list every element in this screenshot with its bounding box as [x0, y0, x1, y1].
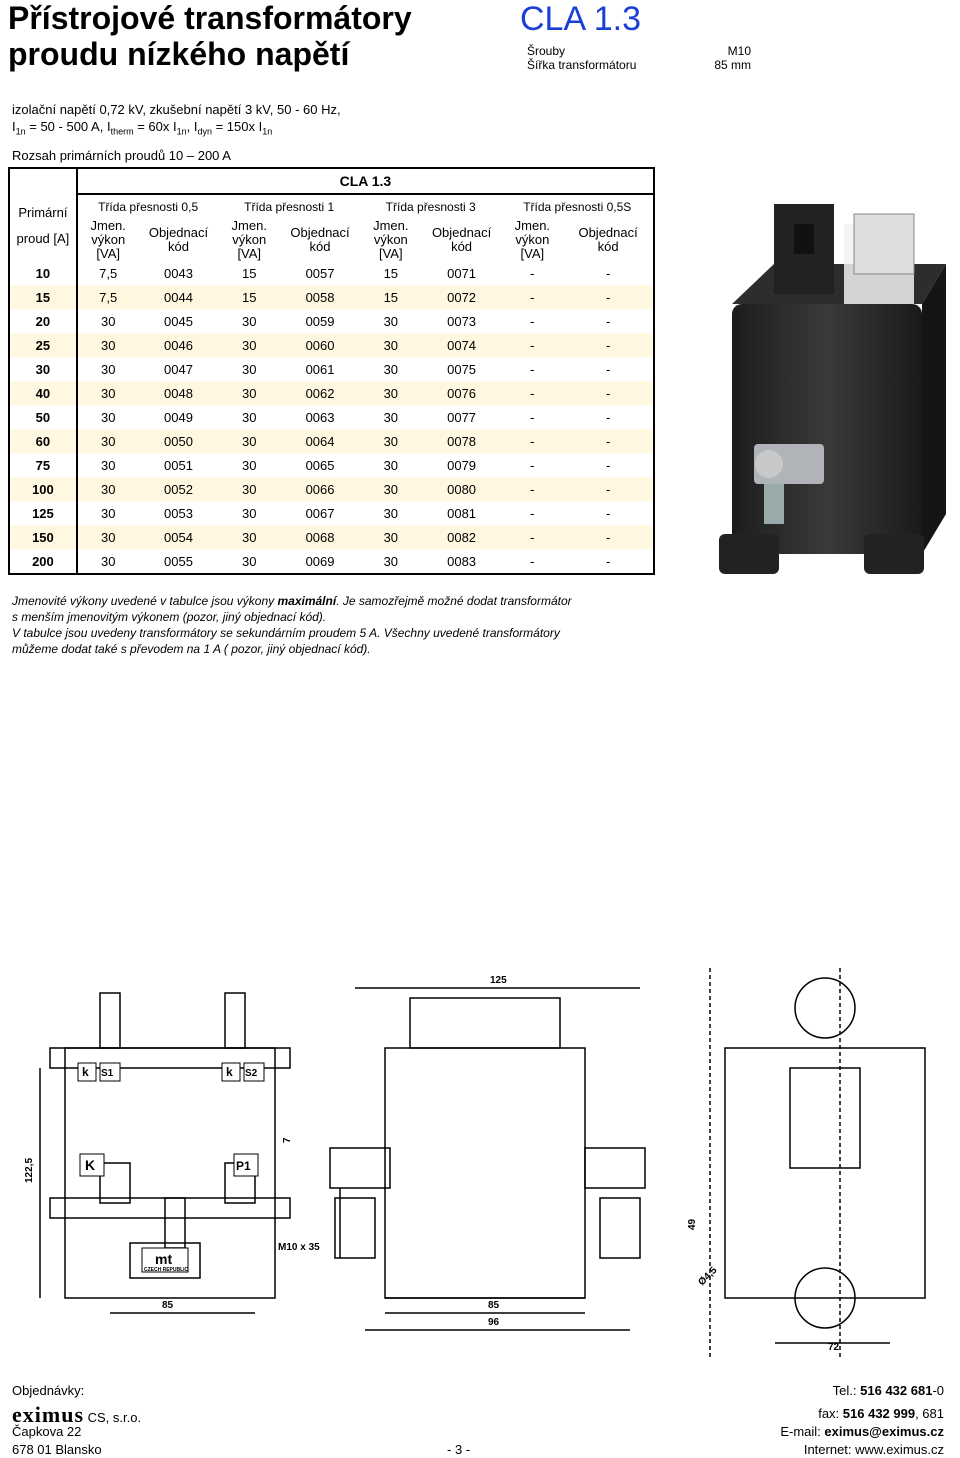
note-line-3: V tabulce jsou uvedeny transformátory se sekundárním proudem 5 A. Všechny uvedené transformátory	[12, 626, 560, 640]
table-cell: 30	[383, 409, 399, 425]
table-cell: -	[605, 265, 611, 281]
spec-label-screws: Šrouby	[527, 44, 566, 58]
dim-45: Ø4,5	[696, 1265, 720, 1289]
table-cell: 30	[360, 381, 422, 405]
table-cell: 30	[77, 477, 139, 501]
technical-drawing	[10, 968, 950, 1358]
intro-sub: therm	[110, 126, 134, 137]
class-header-05s: Třída přesnosti 0,5S	[501, 194, 654, 219]
table-cell: 30	[100, 553, 116, 569]
footer-city: 678 01 Blansko	[12, 1442, 102, 1457]
web-label: Internet:	[803, 1442, 856, 1457]
intro-sub: 1n	[262, 126, 273, 137]
table-cell: 0046	[139, 333, 219, 357]
table-cell: -	[501, 429, 563, 453]
table-cell: 0065	[305, 457, 335, 473]
order-code-label: Objednací	[578, 225, 638, 240]
intro-sub: 1n	[176, 126, 187, 137]
table-cell: 15	[360, 285, 422, 309]
rated-power-label: výkon	[232, 232, 267, 247]
table-cell: -	[605, 553, 611, 569]
order-code-header	[422, 219, 502, 261]
table-cell: 0054	[139, 525, 219, 549]
fax-number: 516 432 999	[842, 1406, 916, 1421]
table-cell: 0072	[422, 285, 502, 309]
rated-power-label: [VA]	[520, 246, 545, 261]
table-cell: 30	[218, 333, 280, 357]
table-cell: 30	[218, 381, 280, 405]
note-line-1	[12, 593, 652, 609]
table-row	[9, 429, 654, 453]
primary-current-cell: 125	[9, 501, 77, 525]
table-cell: 30	[100, 505, 116, 521]
table-cell: 0063	[305, 409, 335, 425]
order-code-label: Objednací	[290, 225, 350, 240]
table-cell: 0069	[305, 553, 335, 569]
terminal-s1: S1	[101, 1068, 114, 1079]
table-cell: 0068	[280, 525, 360, 549]
table-cell: -	[501, 381, 563, 405]
intro-line-1: izolační napětí 0,72 kV, zkušební napětí 3 kV, 50 - 60 Hz,	[12, 102, 341, 117]
rated-power-header	[360, 219, 422, 261]
table-cell: 30	[360, 333, 422, 357]
footer-email	[780, 1424, 944, 1439]
email-link[interactable]: eximus@eximus.cz	[824, 1424, 944, 1439]
table-cell: -	[501, 477, 563, 501]
primary-current-cell: 60	[9, 429, 77, 453]
table-cell: 0074	[422, 333, 502, 357]
table-cell: 30	[360, 429, 422, 453]
table-cell: 30	[242, 361, 257, 377]
table-cell: 30	[218, 525, 280, 549]
rated-power-label: Jmen.	[231, 218, 267, 233]
order-code-label: kód	[451, 239, 473, 254]
rated-power-header	[77, 219, 139, 261]
table-cell: 0055	[164, 553, 193, 569]
fax-label: fax:	[818, 1406, 843, 1421]
dim-49: 49	[687, 1218, 698, 1230]
dim-96: 96	[488, 1317, 500, 1328]
order-code-label: kód	[309, 239, 331, 254]
table-body	[9, 261, 654, 574]
primary-current-cell: 20	[9, 309, 77, 333]
table-row	[9, 477, 654, 501]
table-cell: 7,5	[77, 285, 139, 309]
table-cell: 0079	[447, 457, 477, 473]
rated-power-label: [VA]	[96, 246, 120, 261]
fax-ext: , 681	[915, 1406, 944, 1421]
order-code-header	[280, 219, 360, 261]
table-cell: 0051	[164, 457, 193, 473]
intro-text	[12, 101, 341, 141]
table-cell: 30	[77, 381, 139, 405]
table-cell: 7,5	[99, 265, 118, 281]
footer-orders: Objednávky:	[12, 1383, 85, 1398]
table-cell: -	[530, 361, 535, 377]
terminal-k1: k	[82, 1065, 89, 1079]
table-cell: 30	[77, 429, 139, 453]
table-cell: -	[605, 409, 611, 425]
table-cell: 30	[383, 361, 399, 377]
email-label: E-mail:	[780, 1424, 825, 1439]
order-code-label: Objednací	[148, 225, 209, 240]
table-cell: -	[530, 505, 535, 521]
footer-tel	[833, 1383, 944, 1398]
table-row	[9, 501, 654, 525]
note-line-2: s menším jmenovitým výkonem (pozor, jiný objednací kód).	[12, 610, 327, 624]
top-view-body	[725, 1048, 925, 1298]
primary-current-cell: 50	[9, 405, 77, 429]
rated-power-label: [VA]	[378, 246, 403, 261]
table-title: CLA 1.3	[339, 173, 392, 189]
notes	[12, 593, 652, 657]
table-cell: 30	[242, 409, 257, 425]
table-cell: 0058	[280, 285, 360, 309]
table-cell: 0064	[280, 429, 360, 453]
note-text: Jmenovité výkony uvedené v tabulce jsou výkony	[12, 594, 278, 608]
terminal-s2: S2	[245, 1068, 258, 1079]
table-row	[9, 405, 654, 429]
spec-values	[711, 44, 751, 72]
dim-72: 72	[828, 1342, 840, 1353]
table-cell: 30	[242, 313, 257, 329]
primary-current-cell: 15	[9, 285, 77, 309]
table-cell: -	[605, 505, 611, 521]
eximus-logo: eximus	[12, 1402, 84, 1427]
table-cell: 30	[77, 525, 139, 549]
intro-sub: dyn	[197, 126, 212, 137]
table-cell: 30	[383, 505, 399, 521]
table-cell: 30	[383, 553, 399, 569]
side-view-body	[385, 1048, 585, 1298]
table-cell: 0044	[139, 285, 219, 309]
tel-ext: -0	[932, 1383, 944, 1398]
terminal-k2: k	[226, 1065, 233, 1079]
table-cell: -	[530, 553, 535, 569]
order-code-label: kód	[597, 239, 619, 254]
intro-eq: = 60x I	[133, 119, 177, 134]
table-cell: 0047	[164, 361, 193, 377]
table-row	[9, 285, 654, 309]
table-cell: -	[605, 457, 611, 473]
terminal-P1: P1	[236, 1159, 251, 1173]
primary-label-1: Primární	[18, 205, 68, 220]
rated-power-label: výkon	[373, 232, 408, 247]
table-cell: 0059	[305, 313, 335, 329]
table-cell: -	[563, 333, 654, 357]
primary-current-cell: 40	[9, 381, 77, 405]
class-header-1: Třída přesnosti 1	[218, 194, 360, 219]
dim-125: 125	[490, 975, 507, 986]
order-code-label: kód	[167, 239, 189, 254]
primary-current-cell: 25	[9, 333, 77, 357]
table-row	[9, 357, 654, 381]
note-line-4: můžeme dodat také s převodem na 1 A ( pozor, jiný objednací kód).	[12, 642, 371, 656]
table-cell: 0057	[305, 265, 335, 281]
table-cell: 15	[242, 265, 257, 281]
table-cell: 0067	[305, 505, 335, 521]
table-cell: 0066	[280, 477, 360, 501]
primary-current-cell: 10	[9, 261, 77, 285]
table-cell: 0078	[422, 429, 502, 453]
intro-eq: = 50 - 500 A, I	[25, 119, 111, 134]
table-cell: -	[530, 313, 535, 329]
primary-label-2: proud [A]	[16, 231, 70, 246]
intro-eq: = 150x I	[211, 119, 263, 134]
table-cell: -	[530, 265, 535, 281]
rated-power-label: Jmen.	[373, 218, 409, 233]
product-table	[8, 167, 655, 575]
drawing-logo-sub: CZECH REPUBLIC	[144, 1267, 189, 1273]
table-cell: 0061	[305, 361, 335, 377]
primary-current-cell: 75	[9, 453, 77, 477]
footer-web	[804, 1442, 944, 1457]
intro-sub: 1n	[15, 126, 26, 137]
table-row	[9, 453, 654, 477]
dim-85-mid: 85	[488, 1300, 500, 1311]
table-cell: 0071	[447, 265, 477, 281]
table-row	[9, 549, 654, 574]
current-range: Rozsah primárních proudů 10 – 200 A	[12, 148, 231, 163]
table-cell: 0048	[139, 381, 219, 405]
table-row	[9, 309, 654, 333]
table-cell: 0060	[280, 333, 360, 357]
table-cell: 0077	[447, 409, 477, 425]
table-cell: 30	[360, 477, 422, 501]
table-cell: 0081	[447, 505, 477, 521]
rated-power-label: [VA]	[237, 246, 262, 261]
table-cell: 30	[77, 333, 139, 357]
table-cell: 30	[360, 525, 422, 549]
table-cell: 0083	[447, 553, 477, 569]
intro-line-2	[12, 118, 341, 141]
table-cell: 30	[383, 313, 399, 329]
dim-7: 7	[282, 1137, 293, 1143]
table-cell: 0076	[422, 381, 502, 405]
table-cell: 30	[218, 429, 280, 453]
title-line-1: Přístrojové transformátory	[8, 0, 412, 36]
table-cell: -	[563, 477, 654, 501]
order-code-header	[563, 219, 654, 261]
order-code-header	[139, 219, 219, 261]
table-cell: -	[530, 457, 535, 473]
table-row	[9, 381, 654, 405]
table-cell: 0043	[164, 265, 193, 281]
table-cell: 15	[218, 285, 280, 309]
footer-fax	[818, 1406, 944, 1421]
table-cell: -	[563, 381, 654, 405]
title-line-2: proudu nízkého napětí	[8, 36, 350, 72]
dim-1225: 122,5	[24, 1157, 35, 1183]
class-header-3: Třída přesnosti 3	[360, 194, 502, 219]
note-bold: maximální	[277, 594, 337, 608]
primary-current-cell: 150	[9, 525, 77, 549]
rated-power-label: Jmen.	[514, 218, 551, 233]
rated-power-label: Jmen.	[90, 218, 126, 233]
primary-current-cell: 30	[9, 357, 77, 381]
table-cell: 0082	[422, 525, 502, 549]
rated-power-header	[501, 219, 563, 261]
table-cell: -	[605, 313, 611, 329]
primary-current-cell: 200	[9, 549, 77, 574]
class-header-05: Třída přesnosti 0,5	[77, 194, 219, 219]
table-cell: -	[563, 429, 654, 453]
rated-power-label: výkon	[91, 232, 126, 247]
rated-power-label: výkon	[515, 232, 550, 247]
table-cell: -	[605, 361, 611, 377]
table-cell: 30	[242, 553, 257, 569]
footer-street: Čapkova 22	[12, 1424, 82, 1439]
table-cell: 30	[242, 505, 257, 521]
spec-labels	[527, 44, 636, 72]
intro-i-symbol: I	[12, 119, 16, 134]
table-cell: 30	[383, 457, 399, 473]
tel-number: 516 432 681	[860, 1383, 933, 1398]
dim-m10: M10 x 35	[278, 1242, 320, 1253]
table-cell: -	[563, 285, 654, 309]
table-row	[9, 261, 654, 285]
transformer-photo	[714, 184, 946, 610]
table-cell: 30	[218, 477, 280, 501]
table-row	[9, 333, 654, 357]
table-cell: 0052	[139, 477, 219, 501]
table-cell: 0050	[139, 429, 219, 453]
table-cell: 0073	[447, 313, 477, 329]
spec-value-screws: M10	[727, 44, 751, 58]
table-cell: 30	[100, 457, 116, 473]
table-cell: 30	[100, 361, 116, 377]
drawing-logo: mt	[155, 1251, 173, 1267]
page-title	[8, 0, 412, 72]
primary-current-header	[9, 168, 77, 261]
table-cell: -	[501, 525, 563, 549]
sub-header-row	[9, 219, 654, 261]
table-cell: 15	[383, 265, 399, 281]
order-code-label: Objednací	[431, 225, 492, 240]
intro-eq: , I	[186, 119, 198, 134]
table-cell: 30	[242, 457, 257, 473]
note-text: . Je samozřejmě možné dodat transformátor	[336, 594, 572, 608]
table-cell: -	[530, 409, 535, 425]
table-row	[9, 525, 654, 549]
table-cell: 0053	[164, 505, 193, 521]
rated-power-header	[218, 219, 280, 261]
tel-label: Tel.:	[832, 1383, 861, 1398]
primary-current-cell: 100	[9, 477, 77, 501]
table-cell: 30	[100, 313, 116, 329]
spec-label-width: Šířka transformátoru	[527, 58, 637, 72]
table-cell: -	[563, 525, 654, 549]
web-link[interactable]: www.eximus.cz	[855, 1442, 944, 1457]
table-cell: 30	[100, 409, 116, 425]
page-number: - 3 -	[447, 1442, 471, 1457]
table-cell: 0049	[164, 409, 193, 425]
table-cell: 0075	[447, 361, 477, 377]
model-name: CLA 1.3	[520, 0, 641, 38]
table-cell: 0045	[164, 313, 193, 329]
terminal-K: K	[85, 1157, 96, 1173]
company-suffix: CS, s.r.o.	[87, 1410, 142, 1425]
table-cell: -	[501, 333, 563, 357]
table-cell: 0062	[280, 381, 360, 405]
dim-85-left: 85	[162, 1300, 174, 1311]
spec-value-width: 85 mm	[714, 58, 751, 72]
table-cell: -	[501, 285, 563, 309]
table-cell: 0080	[422, 477, 502, 501]
